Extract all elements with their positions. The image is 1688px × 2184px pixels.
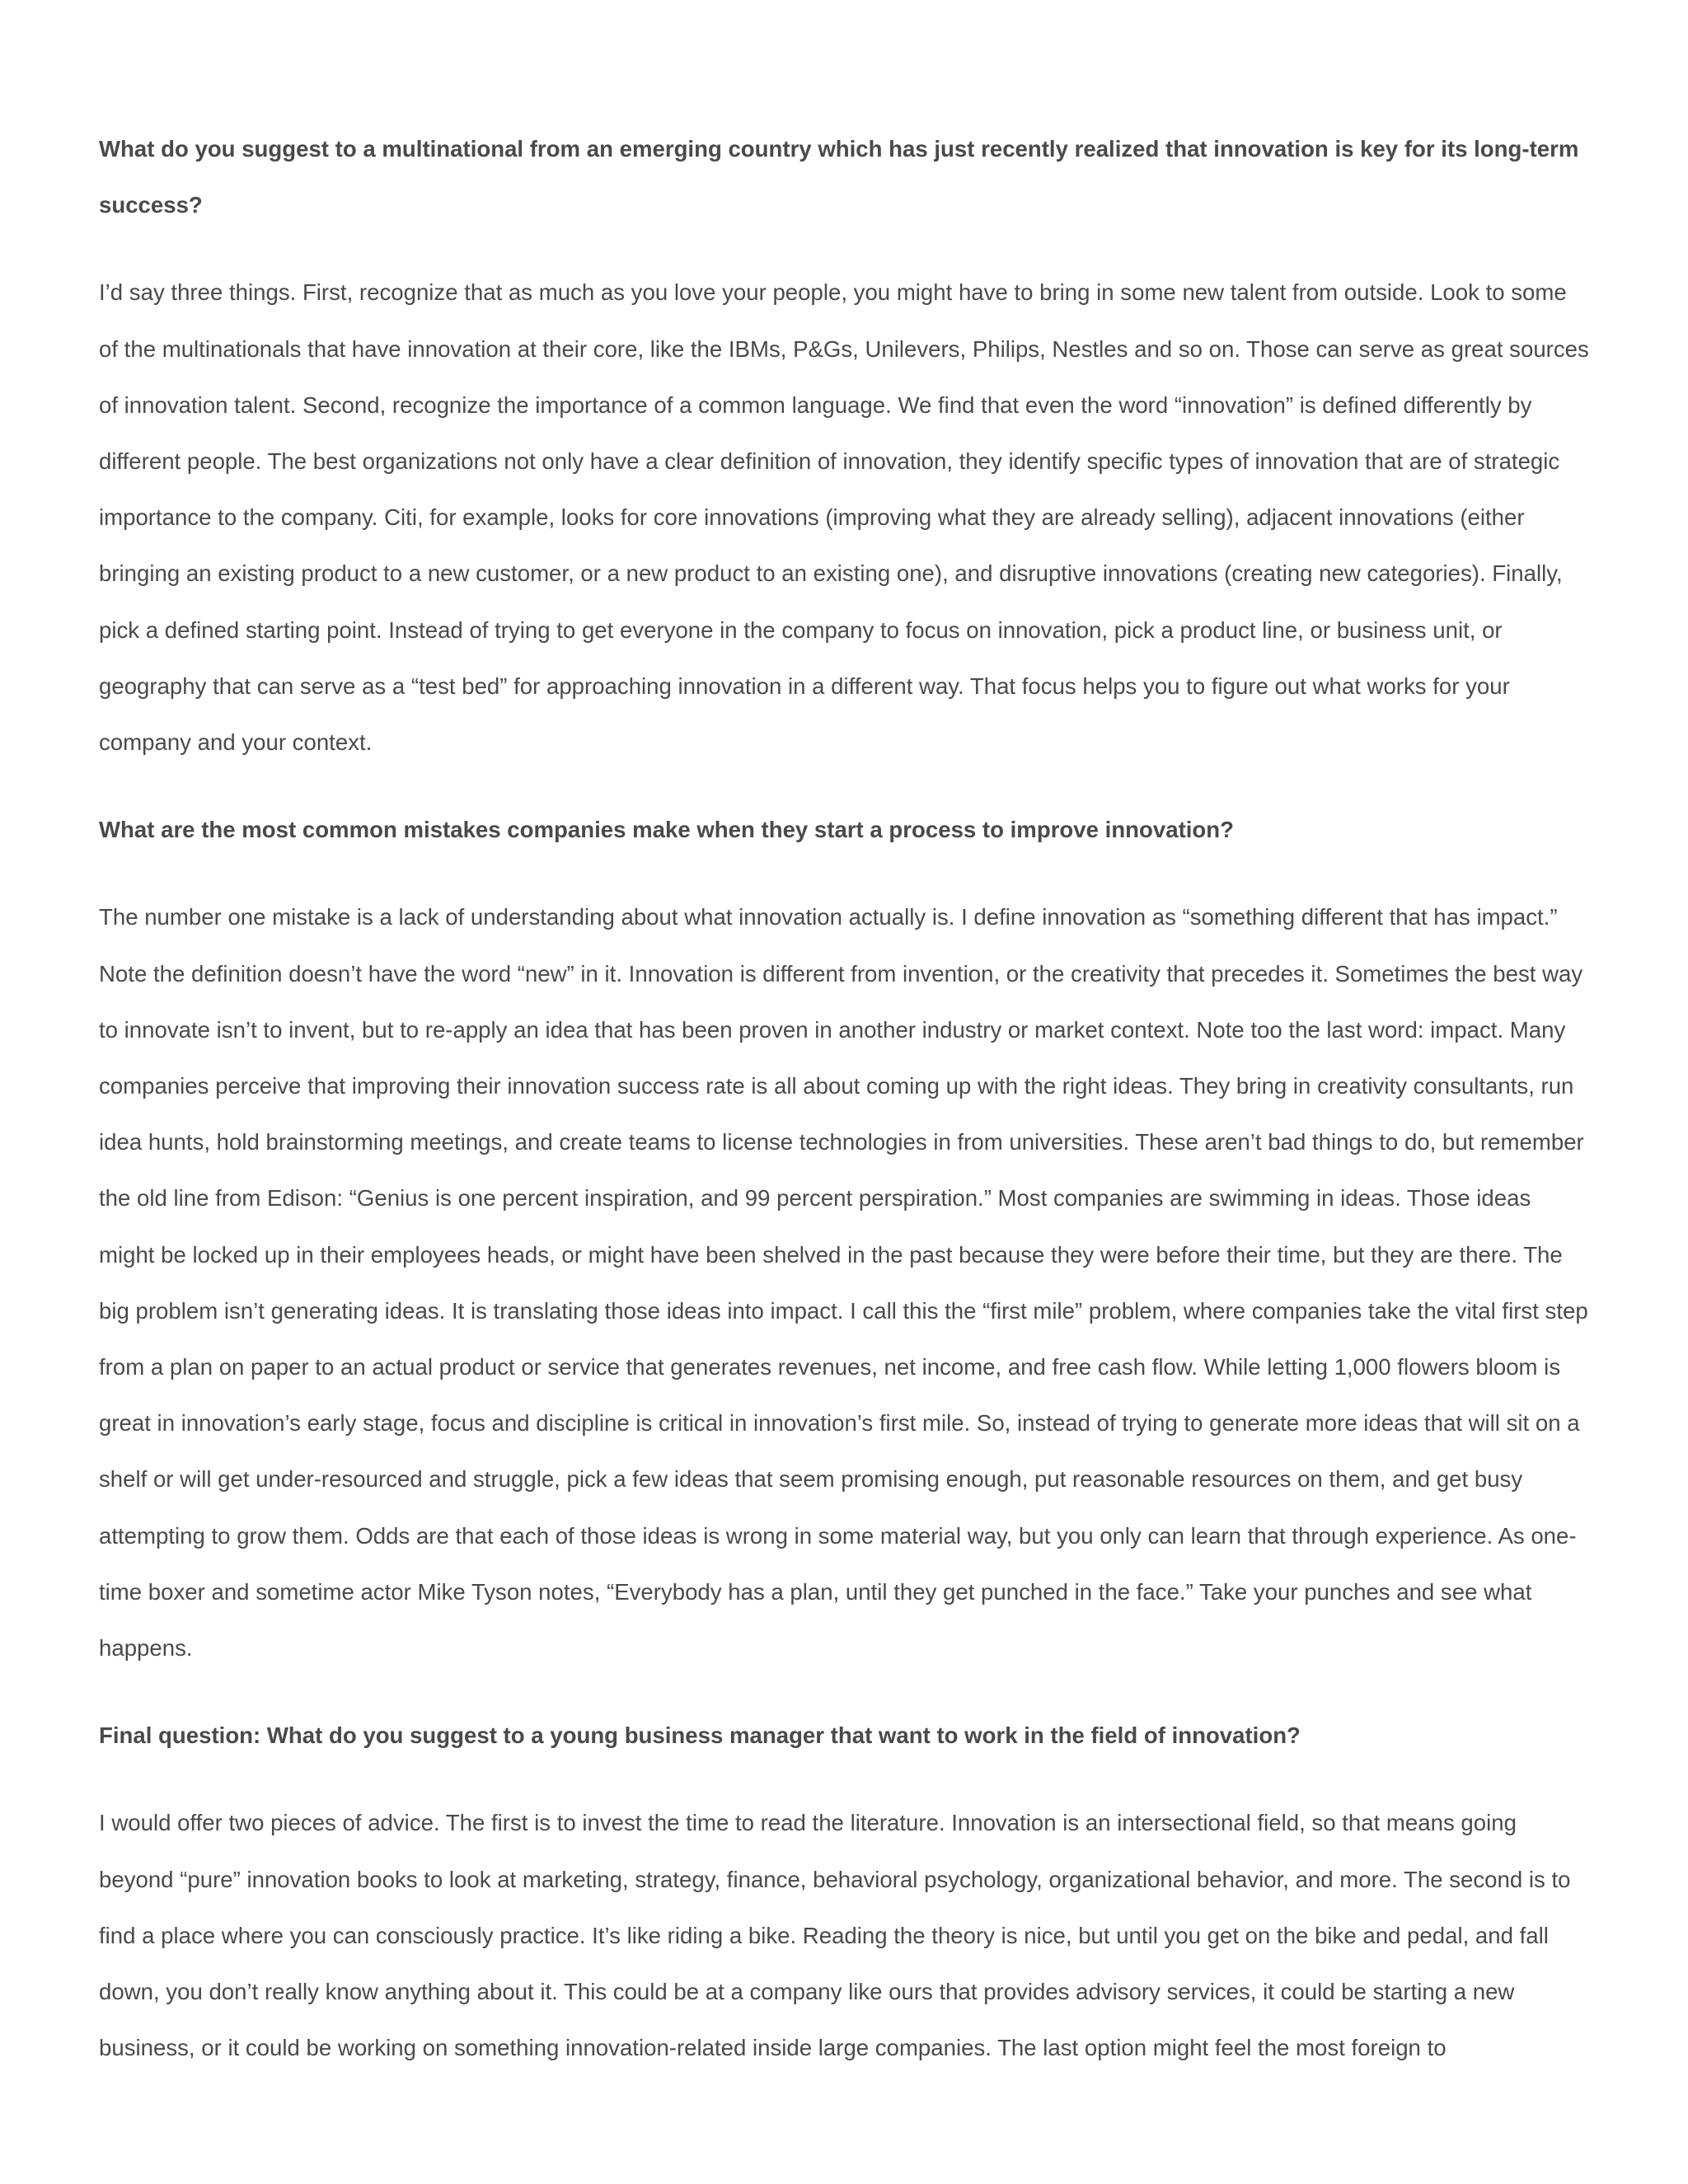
document-page: [99, 121, 1591, 2077]
question-3: Final question: What do you suggest to a young business manager that want to work in the field of innovation?: [99, 1722, 1301, 1749]
answer-2: The number one mistake is a lack of understanding about what innovation actually is. I define innovation as “something different that has impact.” Note the definition doesn’t have the word “new” in it. Innovation is different from invention, or the creativity that precedes it. Sometimes the best way to innovate isn’t to invent, but to re-apply an idea that has been proven in another industry or market context. Note too the last word: impact. Many companies perceive that improving their innovation success rate is all about coming up with the right ideas. They bring in creativity consultants, run idea hunts, hold brainstorming meetings, and create teams to license technologies in from universities. These aren’t bad things to do, but remember the old line from Edison: “Genius is one percent inspiration, and 99 percent perspiration.” Most companies are swimming in ideas. Those ideas might be locked up in their employees heads, or might have been shelved in the past because they were before their time, but they are there. The big problem isn’t generating ideas. It is translating those ideas into impact. I call this the “first mile” problem, where companies take the vital first step from a plan on paper to an actual product or service that generates revenues, net income, and free cash flow. While letting 1,000 flowers bloom is great in innovation’s early stage, focus and discipline is critical in innovation’s first mile. So, instead of trying to generate more ideas that will sit on a shelf or will get under-resourced and struggle, pick a few ideas that seem promising enough, put reasonable resources on them, and get busy attempting to grow them. Odds are that each of those ideas is wrong in some material way, but you only can learn that through experience. As one-time boxer and sometime actor Mike Tyson notes, “Everybody has a plan, until they get punched in the face.” Take your punches and see what happens.: [99, 904, 1588, 1661]
answer-1: I’d say three things. First, recognize that as much as you love your people, you might have to bring in some new talent from outside. Look to some of the multinationals that have innovation at their core, like the IBMs, P&Gs, Unilevers, Philips, Nestles and so on. Those can serve as great sources of innovation talent. Second, recognize the importance of a common language. We find that even the word “innovation” is defined differently by different people. The best organizations not only have a clear definition of innovation, they identify specific types of innovation that are of strategic importance to the company. Citi, for example, looks for core innovations (improving what they are already selling), adjacent innovations (either bringing an existing product to a new customer, or a new product to an existing one), and disruptive innovations (creating new categories). Finally, pick a defined starting point. Instead of trying to get everyone in the company to focus on innovation, pick a product line, or business unit, or geography that can serve as a “test bed” for approaching innovation in a different way. That focus helps you to figure out what works for your company and your context.: [99, 279, 1589, 756]
answer-3: I would offer two pieces of advice. The first is to invest the time to read the literature. Innovation is an intersectional field, so that means going beyond “pure” innovation books to look at marketing, strategy, finance, behavioral psychology, organizational behavior, and more. The second is to find a place where you can consciously practice. It’s like riding a bike. Reading the theory is nice, but until you get on the bike and pedal, and fall down, you don’t really know anything about it. This could be at a company like ours that provides advisory services, it could be starting a new business, or it could be working on something innovation-related inside large companies. The last option might feel the most foreign to: [99, 1810, 1571, 2061]
question-2: What are the most common mistakes companies make when they start a process to improve innovation?: [99, 817, 1234, 843]
question-1: What do you suggest to a multinational from an emerging country which has just recently realized that innovation is key for its long-term success?: [99, 136, 1579, 218]
